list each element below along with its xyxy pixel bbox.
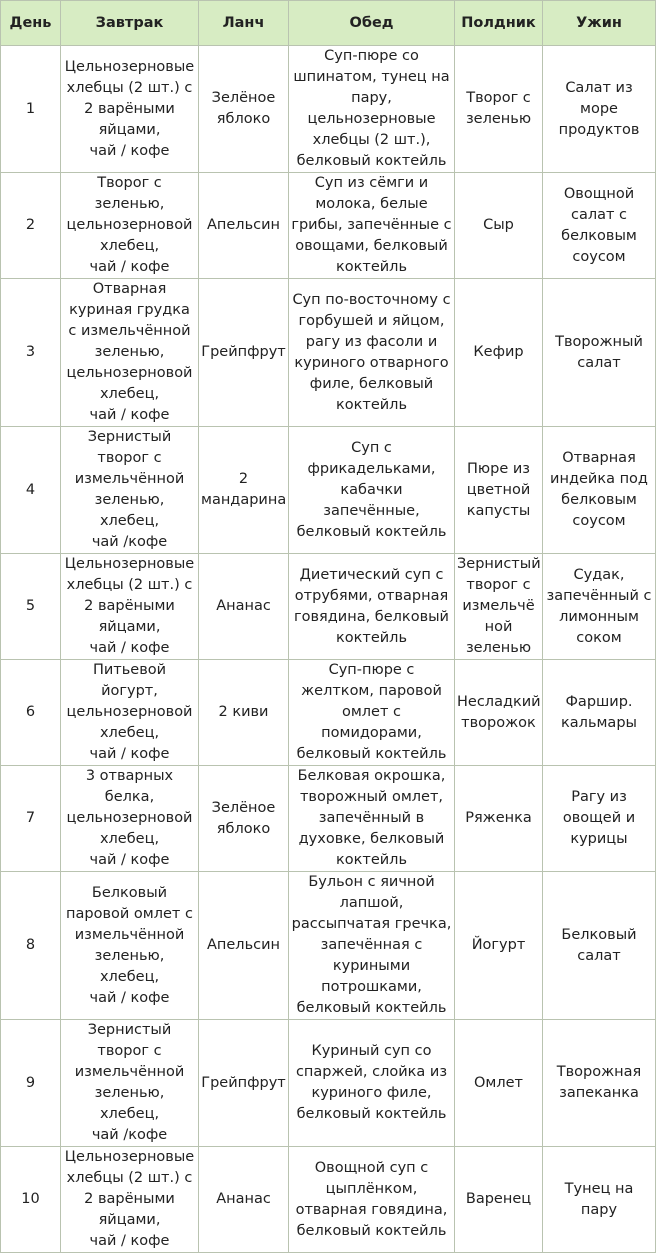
breakfast-cell: Цельнозерновые хлебцы (2 шт.) с 2 варёными яйцами, чай / кофе xyxy=(61,554,199,660)
dinner-cell: Куриный суп со спаржей, слойка из куриного филе, белковый коктейль xyxy=(289,1020,455,1147)
snack-cell: Пюре из цветной капусты xyxy=(455,427,543,554)
breakfast-cell: Творог с зеленью, цельнозерновой хлебец, чай / кофе xyxy=(61,173,199,279)
lunch-cell: Зелёное яблоко xyxy=(199,766,289,872)
day-cell: 9 xyxy=(1,1020,61,1147)
header-lunch: Ланч xyxy=(199,1,289,46)
table-row xyxy=(1,1020,656,1147)
snack-cell: Варенец xyxy=(455,1147,543,1253)
breakfast-cell: Зернистый творог с измельчённой зеленью, хлебец, чай /кофе xyxy=(61,427,199,554)
supper-cell: Рагу из овощей и курицы xyxy=(543,766,656,872)
snack-cell: Творог с зеленью xyxy=(455,46,543,173)
snack-cell: Зернистый творог с измельчё ной зеленью xyxy=(455,554,543,660)
breakfast-cell: Цельнозерновые хлебцы (2 шт.) с 2 варёными яйцами, чай / кофе xyxy=(61,1147,199,1253)
snack-cell: Йогурт xyxy=(455,872,543,1020)
lunch-cell: Ананас xyxy=(199,554,289,660)
lunch-cell: 2 киви xyxy=(199,660,289,766)
dinner-cell: Суп с фрикадельками, кабачки запечённые, белковый коктейль xyxy=(289,427,455,554)
day-cell: 5 xyxy=(1,554,61,660)
header-day: День xyxy=(1,1,61,46)
supper-cell: Белковый салат xyxy=(543,872,656,1020)
dinner-cell: Овощной суп с цыплёнком, отварная говядина, белковый коктейль xyxy=(289,1147,455,1253)
lunch-cell: Ананас xyxy=(199,1147,289,1253)
day-cell: 6 xyxy=(1,660,61,766)
day-cell: 1 xyxy=(1,46,61,173)
lunch-cell: Зелёное яблоко xyxy=(199,46,289,173)
header-row xyxy=(1,1,656,46)
supper-cell: Судак, запечённый с лимонным соком xyxy=(543,554,656,660)
table-row xyxy=(1,279,656,427)
dinner-cell: Суп-пюре со шпинатом, тунец на пару, цельнозерновые хлебцы (2 шт.), белковый коктейль xyxy=(289,46,455,173)
breakfast-cell: Питьевой йогурт, цельнозерновой хлебец, чай / кофе xyxy=(61,660,199,766)
lunch-cell: Грейпфрут xyxy=(199,279,289,427)
day-cell: 4 xyxy=(1,427,61,554)
lunch-cell: Грейпфрут xyxy=(199,1020,289,1147)
day-cell: 7 xyxy=(1,766,61,872)
table-row xyxy=(1,554,656,660)
breakfast-cell: 3 отварных белка, цельнозерновой хлебец, чай / кофе xyxy=(61,766,199,872)
lunch-cell: Апельсин xyxy=(199,872,289,1020)
table-row xyxy=(1,1147,656,1253)
supper-cell: Овощной салат с белковым соусом xyxy=(543,173,656,279)
table-row xyxy=(1,660,656,766)
snack-cell: Омлет xyxy=(455,1020,543,1147)
snack-cell: Несладкий творожок xyxy=(455,660,543,766)
breakfast-cell: Белковый паровой омлет с измельчённой зеленью, хлебец, чай / кофе xyxy=(61,872,199,1020)
header-supper: Ужин xyxy=(543,1,656,46)
supper-cell: Отварная индейка под белковым соусом xyxy=(543,427,656,554)
dinner-cell: Диетический суп с отрубями, отварная говядина, белковый коктейль xyxy=(289,554,455,660)
supper-cell: Творожный салат xyxy=(543,279,656,427)
snack-cell: Кефир xyxy=(455,279,543,427)
dinner-cell: Суп из сёмги и молока, белые грибы, запечённые с овощами, белковый коктейль xyxy=(289,173,455,279)
header-dinner: Обед xyxy=(289,1,455,46)
breakfast-cell: Зернистый творог с измельчённой зеленью, хлебец, чай /кофе xyxy=(61,1020,199,1147)
lunch-cell: 2 мандарина xyxy=(199,427,289,554)
lunch-cell: Апельсин xyxy=(199,173,289,279)
day-cell: 10 xyxy=(1,1147,61,1253)
supper-cell: Тунец на пару xyxy=(543,1147,656,1253)
supper-cell: Творожная запеканка xyxy=(543,1020,656,1147)
header-breakfast: Завтрак xyxy=(61,1,199,46)
dinner-cell: Бульон с яичной лапшой, рассыпчатая гречка, запечённая с куриными потрошками, белковый коктейль xyxy=(289,872,455,1020)
table-row xyxy=(1,46,656,173)
table-row xyxy=(1,766,656,872)
day-cell: 3 xyxy=(1,279,61,427)
breakfast-cell: Цельнозерновые хлебцы (2 шт.) с 2 варёными яйцами, чай / кофе xyxy=(61,46,199,173)
breakfast-cell: Отварная куриная грудка с измельчённой зеленью, цельнозерновой хлебец, чай / кофе xyxy=(61,279,199,427)
day-cell: 2 xyxy=(1,173,61,279)
dinner-cell: Суп-пюре с желтком, паровой омлет с помидорами, белковый коктейль xyxy=(289,660,455,766)
day-cell: 8 xyxy=(1,872,61,1020)
snack-cell: Сыр xyxy=(455,173,543,279)
table-row xyxy=(1,872,656,1020)
header-snack: Полдник xyxy=(455,1,543,46)
table-row xyxy=(1,173,656,279)
table-row xyxy=(1,427,656,554)
snack-cell: Ряженка xyxy=(455,766,543,872)
supper-cell: Салат из море продуктов xyxy=(543,46,656,173)
dinner-cell: Суп по-восточному с горбушей и яйцом, рагу из фасоли и куриного отварного филе, белковый коктейль xyxy=(289,279,455,427)
dinner-cell: Белковая окрошка, творожный омлет, запечённый в духовке, белковый коктейль xyxy=(289,766,455,872)
supper-cell: Фаршир. кальмары xyxy=(543,660,656,766)
